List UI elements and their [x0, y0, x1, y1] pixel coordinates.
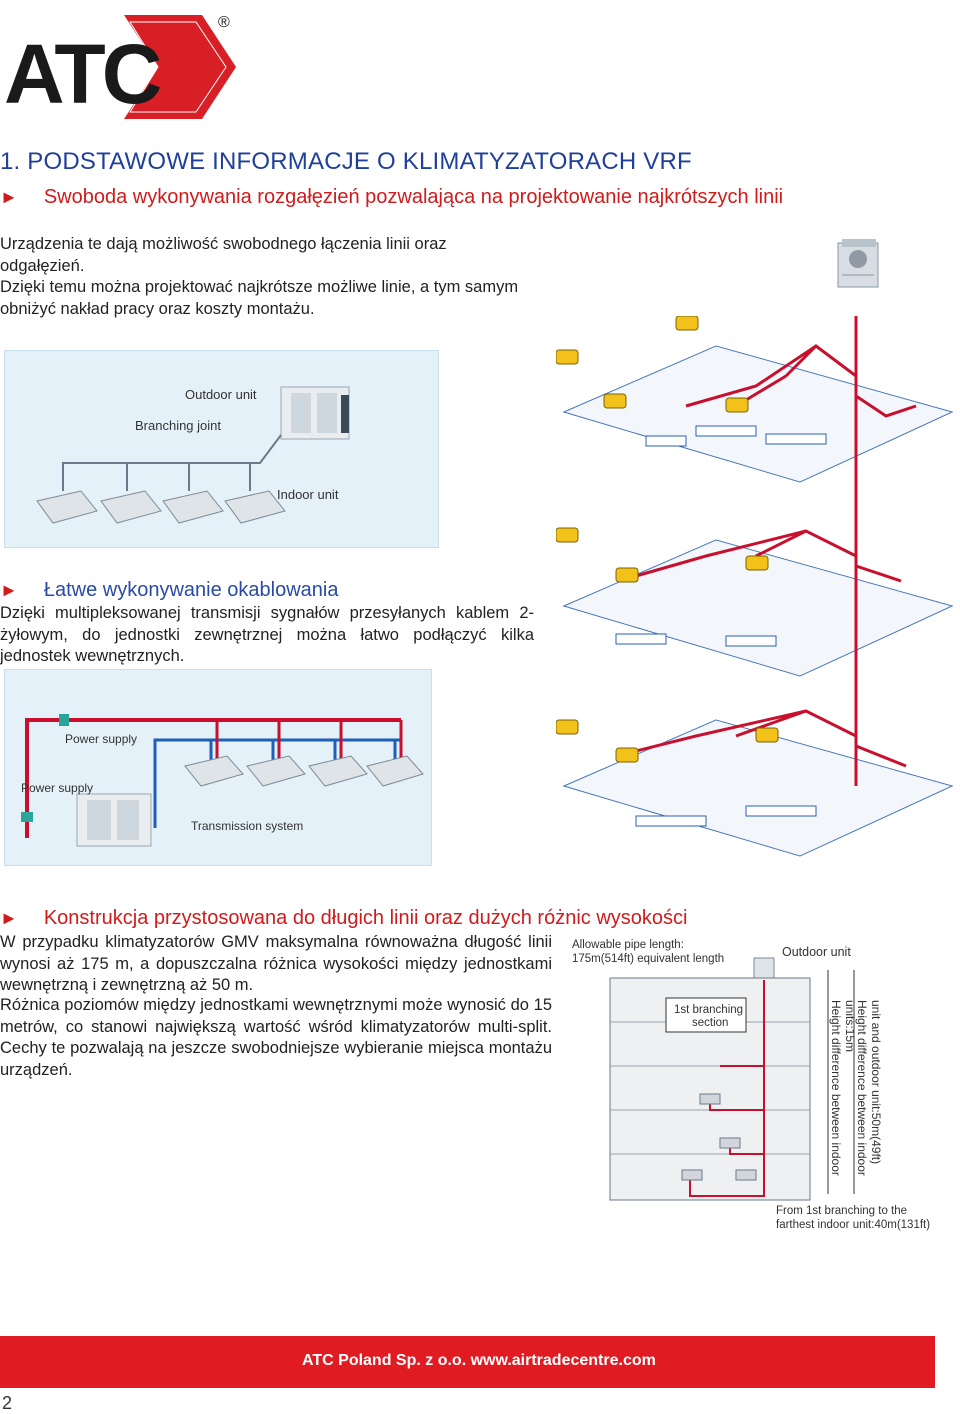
- wiring-diagram: [4, 669, 432, 866]
- branching-diagram: [4, 350, 439, 548]
- power-supply-label-2: Power supply: [21, 781, 94, 795]
- branch-label-2: section: [692, 1017, 729, 1029]
- page-number: 2: [2, 1393, 13, 1413]
- allowable-label-1: Allowable pipe length:: [572, 939, 684, 951]
- footer-text: ATC Poland Sp. z o.o. www.airtradecentre.com: [302, 1352, 656, 1369]
- section1-title: Swoboda wykonywania rozgałęzień pozwalająca na projektowanie najkrótszych linii: [43, 186, 784, 208]
- allowable-label-2: 175m(514ft) equivalent length: [572, 953, 725, 965]
- height-indoor-label-1: Height difference between indoor: [829, 1000, 843, 1176]
- section2-title-row: [0, 579, 338, 602]
- section3-title: Konstrukcja przystosowana do długich linii oraz dużych różnic wysokości: [43, 907, 688, 929]
- branch-label-1: 1st branching: [674, 1004, 744, 1016]
- section2-para: Dzięki multipleksowanej transmisji sygnałów przesyłanych kablem 2-żyłowym, do jednostki zewnętrznej można łatwo podłączyć kilka jednostek wewnętrznych.: [0, 604, 534, 665]
- height-in-out-label-2: unit and outdoor unit:50m(49ft): [869, 1000, 883, 1165]
- section1-para2: Dzięki temu można projektować najkrótsze możliwe linie, a tym samym obniżyć nakład pracy oraz koszty montażu.: [0, 278, 519, 318]
- outdoor-unit-label: Outdoor unit: [782, 945, 851, 959]
- transmission-label: Transmission system: [191, 819, 304, 833]
- section3-para1: W przypadku klimatyzatorów GMV maksymalna równoważna długość linii wynosi aż 175 m, a dopuszczalna różnica wysokości między jednostkami wewnętrzną i zewnętrzną aż 50 m.: [0, 933, 552, 994]
- section1-para1: Urządzenia te dają możliwość swobodnego łączenia linii oraz odgałęzień.: [0, 235, 447, 275]
- indoor-unit-label: Indoor unit: [277, 487, 339, 502]
- section3-para2: Różnica poziomów między jednostkami wewnętrznymi może wynosić do 15 metrów, co stanowi największą wartość wśród klimatyzatorów multi-split. Cechy te pozwalają na jeszcze swobodniejsze wybieranie miejsca montażu urządzeń.: [0, 996, 552, 1079]
- from-branch-label-2: farthest indoor unit:40m(131ft): [776, 1219, 931, 1231]
- arrow-right-icon: ►: [0, 908, 18, 928]
- height-in-out-label-1: Height difference between indoor: [855, 1000, 869, 1176]
- footer-bar: [0, 1336, 935, 1388]
- logo-text: ATC: [4, 27, 159, 121]
- section3-title-row: [0, 907, 687, 930]
- section2-title: Łatwe wykonywanie okablowania: [43, 579, 339, 601]
- height-indoor-label-2: units:15m: [843, 1000, 857, 1053]
- atc-logo: [0, 0, 240, 135]
- arrow-right-icon: ►: [0, 580, 18, 600]
- building-illustration: [556, 316, 960, 936]
- power-supply-label-1: Power supply: [65, 732, 138, 746]
- outdoor-unit-label: Outdoor unit: [185, 387, 257, 402]
- branching-joint-label: Branching joint: [135, 418, 221, 433]
- arrow-right-icon: ►: [0, 187, 18, 207]
- from-branch-label-1: From 1st branching to the: [776, 1205, 908, 1217]
- pipe-length-diagram: [570, 934, 960, 1234]
- outdoor-unit-icon: [836, 237, 882, 289]
- section1-title-row: [0, 186, 783, 209]
- page-heading: 1. PODSTAWOWE INFORMACJE O KLIMATYZATORACH VRF: [0, 148, 692, 175]
- registered-mark: ®: [218, 14, 230, 31]
